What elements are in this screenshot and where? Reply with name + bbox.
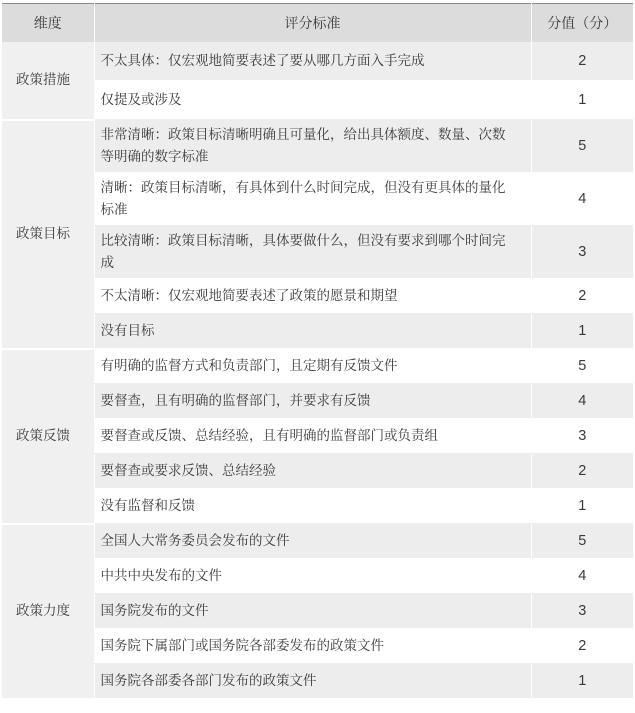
criteria-cell: 要督查，且有明确的监督部门，并要求有反馈 (94, 384, 531, 419)
table-row (2, 42, 633, 81)
criteria-cell: 清晰：政策目标清晰，有具体到什么时间完成，但没有更具体的量化标准 (94, 173, 531, 226)
score-cell: 1 (531, 314, 633, 349)
score-cell: 5 (531, 349, 633, 384)
score-cell: 2 (531, 629, 633, 664)
score-cell: 3 (531, 594, 633, 629)
criteria-cell: 没有目标 (94, 314, 531, 349)
dimension-cell: 政策力度 (2, 524, 94, 699)
table-row (2, 314, 633, 349)
criteria-cell: 仅提及或涉及 (94, 81, 531, 120)
score-cell: 3 (531, 226, 633, 279)
score-cell: 1 (531, 81, 633, 120)
table-row (2, 629, 633, 664)
header-dimension: 维度 (2, 4, 94, 43)
score-cell: 2 (531, 42, 633, 81)
dimension-cell: 政策目标 (2, 120, 94, 349)
criteria-cell: 非常清晰：政策目标清晰明确且可量化，给出具体额度、数量、次数等明确的数字标准 (94, 120, 531, 173)
score-cell: 3 (531, 419, 633, 454)
criteria-cell: 没有监督和反馈 (94, 489, 531, 524)
score-cell: 4 (531, 384, 633, 419)
criteria-cell: 有明确的监督方式和负责部门，且定期有反馈文件 (94, 349, 531, 384)
score-cell: 2 (531, 279, 633, 314)
criteria-cell: 要督查或反馈、总结经验，且有明确的监督部门或负责组 (94, 419, 531, 454)
dimension-cell: 政策措施 (2, 42, 94, 120)
criteria-cell: 不太具体：仅宏观地简要表述了要从哪几方面入手完成 (94, 42, 531, 81)
score-cell: 4 (531, 559, 633, 594)
score-cell: 4 (531, 173, 633, 226)
score-cell: 1 (531, 489, 633, 524)
table-row (2, 489, 633, 524)
table-row (2, 559, 633, 594)
table-row (2, 419, 633, 454)
table-row (2, 454, 633, 489)
criteria-cell: 不太清晰：仅宏观地简要表述了政策的愿景和期望 (94, 279, 531, 314)
score-cell: 5 (531, 120, 633, 173)
criteria-cell: 全国人大常务委员会发布的文件 (94, 524, 531, 559)
criteria-cell: 中共中央发布的文件 (94, 559, 531, 594)
table-row (2, 524, 633, 559)
table-row (2, 226, 633, 279)
criteria-cell: 国务院下属部门或国务院各部委发布的政策文件 (94, 629, 531, 664)
criteria-cell: 比较清晰：政策目标清晰，具体要做什么，但没有要求到哪个时间完成 (94, 226, 531, 279)
table-row (2, 81, 633, 120)
criteria-cell: 国务院发布的文件 (94, 594, 531, 629)
criteria-cell: 国务院各部委各部门发布的政策文件 (94, 664, 531, 699)
table-row (2, 120, 633, 173)
header-score: 分值（分） (531, 4, 633, 43)
header-criteria: 评分标准 (94, 4, 531, 43)
table-row (2, 664, 633, 699)
dimension-cell: 政策反馈 (2, 349, 94, 524)
score-cell: 5 (531, 524, 633, 559)
table-row (2, 173, 633, 226)
table-row (2, 349, 633, 384)
score-cell: 1 (531, 664, 633, 699)
table-row (2, 384, 633, 419)
scoring-table (2, 3, 633, 700)
table-row (2, 279, 633, 314)
table-header-row (2, 4, 633, 43)
criteria-cell: 要督查或要求反馈、总结经验 (94, 454, 531, 489)
score-cell: 2 (531, 454, 633, 489)
table-row (2, 594, 633, 629)
